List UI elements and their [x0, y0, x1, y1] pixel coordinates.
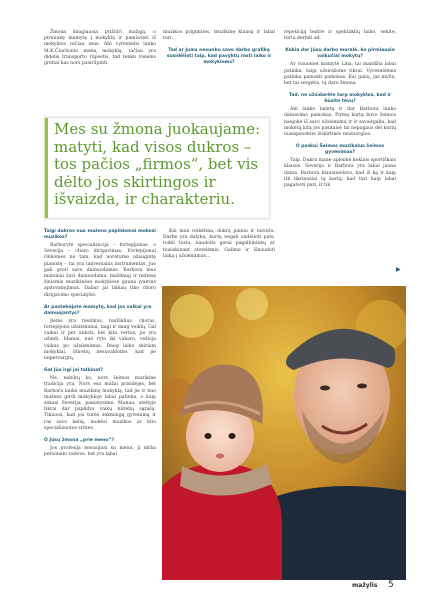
question-heading: Kokia dar Jūsų darbo moralė, ko pirmiausia vaikučiai mokytų?: [285, 48, 395, 60]
pull-quote: [44, 117, 270, 219]
father-and-baby-photo: [162, 286, 406, 580]
question-heading: Tad ar Jums nesunku savo darbo grafiką susidėlioti taip, kad pavyktų rasti laiko ir mokykloms?: [166, 48, 272, 66]
column-3: [284, 30, 396, 189]
question-heading: O Jūsų žmona „prie meno“?: [44, 438, 115, 444]
column-1-main: [44, 229, 156, 458]
paragraph: repeticiją teatre ir spektaklių laiko, sekite, turiu derinti ad.: [284, 30, 396, 42]
column-1-intro: [44, 30, 156, 67]
paragraph: Jos profesija nesusijusi su menu, ji dirba personalo vadove, bet yra labai: [44, 446, 156, 458]
question-heading: Gal Jūs irgi jai talkinat?: [44, 368, 104, 374]
question-heading: Taigi dukros nuo mažens papildomai mokosi muzikos?: [44, 229, 156, 240]
paragraph: Ar visuomet mamytė Lina, lai mandžia labai patinka, taigi užsirašome tikrai. Vyresnėlėms patinka pamokti pamokas. Kai galiu, jas myliu, bet tai sergėtis, tą daro žmona.: [284, 62, 396, 87]
pull-quote-text: Mes su žmona juokaujame: matyti, kad visos dukros – tos pačios „firmos“, bet vis dėlto jos skirtingos ir išvaizda, ir charakteriu.: [54, 120, 261, 208]
question-heading: O paskui Šeimos muzikalus šeimos gyvenimas?: [295, 144, 385, 156]
paragraph: Kai man reikėtina, dukrą paimu ir nuvežu. Darbe yra dalykų, kurių negali sudėlioti pats, todėl turiu, naudotis gerai pagalbininkų ar nusiskinant stotelėmis. Galime ir išnaudoti laiką į užsiėmimus...: [163, 229, 275, 259]
paragraph: Abi lanko baletą ir dar Barbora lanko dainavimo pamokas. Pirmą kartą buvo šeimos naujokė iš savo užsiėmimų ir ir savaitgaliu, kad mokėtų kitą jos pasitaisė tai nepagaus dėl kurių nusispauskite išskirtinės neatsargios.: [284, 107, 396, 138]
question-heading: Ar pastebėjote mamytę, kad jos vaikai yra dainuojantys?: [44, 304, 152, 316]
paragraph: Taip. Dukra mane aplenkė kokiais sportiškais klausis. Severija ir Barbora yra labai jauna daina. Barbora klausinėdavo, kad iš ką ir kaip tik tikriausiai tą kartą, kad turi kaip labai pagalvoti pati, ir tik: [284, 158, 396, 189]
quote-accent-bar: [45, 118, 48, 218]
paragraph: muzikos prigimties, muzikinę klausą ir labai turi.: [163, 30, 275, 42]
paragraph: Barborytė specializacija – fortepijonas, o Severija – choro dirigavimas. Fortepijonui rinkomės ne tam, kad norėtume užaugintę pianistę – tai yra universalus instrumentas, juo gali groti savo dainuodamas. Barbora mus maloniai žavi dainuodama, maždaug ir nutiesę žiniomis muzikinėse mokyklose gauna įvairius apdovanojimus. Dabar jai labiau tiko choro dirigavimo specialybė.: [44, 243, 156, 298]
column-2-top: [163, 30, 275, 68]
paragraph: Jiems yra riestikus, naršiklius, choras, fortepijono užsiėmimai, taigi ir daug veiklų. Gal vaikai ir per anksti, bet kita vertus, jie yra užimti. Mamai, nuo ryto iki vakaro, vežioja vaikus po užsiėmimus. Daug laiko skiriam mokyklai, būrelių nesuvaldome, kad jie nepervargtų.: [44, 318, 156, 362]
page-number: 5: [388, 580, 394, 590]
continue-arrow-icon: ▶: [396, 266, 401, 273]
paragraph: Ne, nebūtų ko, nors šeimos muzikinė tradicija yra. Nors esu mažai prisidėjęs, bet Barbora lankė muzikinę mokyklą, tad jie ir nuo mažens girdi mokykloje labai patinka, o kaip sekasi Severija, pamatysime. Manau, ateityje tikrai dar papildys vaikų būrelių sąrašą. Tikiuosi, kad jos turės sėkmingą gyvenimą ir ras savo kelią, mokėsi muzikos ar kito specializuotos srities.: [44, 376, 156, 431]
column-2-main: [163, 229, 275, 260]
question-heading: Tad, ne užsidarėte tarp mokyklos, kad ir būsite tėvų?: [288, 93, 392, 105]
magazine-logo: mažylis: [352, 582, 378, 589]
intro-paragraph: Žmona daugiausia prižiūri mažąją, o pirmiukę mamytę į mokyklą ir pamiwinti iš mokyklos rečiau mus. Abi vyresnėlis lanko M.K.Čiurlionio menų mokyklą, tačiau yra didelis transporto rūpestis, tad tenka visiems greitai kas nors pasirūpinti.: [44, 30, 156, 67]
